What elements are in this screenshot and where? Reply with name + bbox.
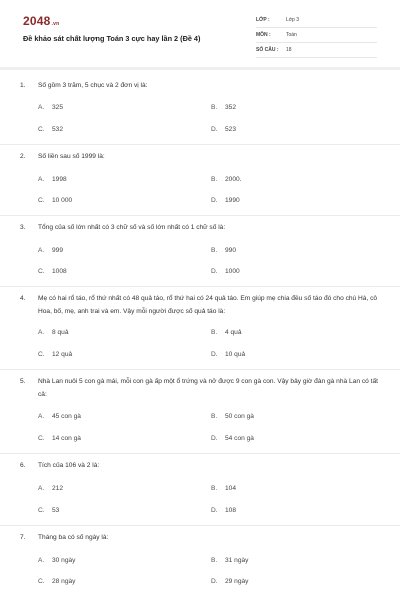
option-letter: B.	[211, 557, 218, 564]
option-d[interactable]	[211, 507, 236, 514]
option-letter: A.	[38, 329, 45, 336]
option-d[interactable]	[211, 126, 236, 133]
logo-main: 2048	[23, 14, 51, 28]
option-letter: D.	[211, 351, 218, 358]
question-5	[20, 375, 378, 401]
option-letter: C.	[38, 507, 45, 514]
option-letter: D.	[211, 197, 218, 204]
option-c[interactable]	[38, 435, 81, 442]
question-text: Số gồm 3 trăm, 5 chục và 2 đơn vị là:	[38, 82, 148, 89]
option-a[interactable]	[38, 413, 81, 420]
option-text: 990	[225, 247, 237, 254]
option-letter: D.	[211, 578, 218, 585]
option-letter: C.	[38, 578, 45, 585]
option-letter: A.	[38, 104, 45, 111]
option-text: 532	[52, 126, 64, 133]
site-logo[interactable]	[23, 14, 59, 28]
option-c[interactable]	[38, 351, 72, 358]
option-letter: C.	[38, 268, 45, 275]
question-number: 5.	[20, 378, 26, 385]
option-d[interactable]	[211, 351, 245, 358]
option-text: 29 ngày	[225, 578, 249, 585]
question-text: Mẹ có hai rổ táo, rổ thứ nhất có 48 quả táo, rổ thứ hai có 24 quả táo. Em giúp mẹ chia đều số táo đó cho chú Hà, cô Hoa, bố, mẹ, anh trai và em. Vậy mỗi người được số quả táo là:	[38, 295, 378, 315]
question-text: Tháng ba có số ngày là:	[38, 534, 109, 541]
question-divider	[0, 286, 400, 287]
worksheet-header	[0, 0, 400, 66]
option-a[interactable]	[38, 104, 63, 111]
option-text: 8 quả	[52, 329, 69, 336]
option-c[interactable]	[38, 197, 72, 204]
question-text: Nhà Lan nuôi 5 con gà mái, mỗi con gà ấp một ổ trứng và nở được 9 con gà con. Vậy bây giờ đàn gà nhà Lan có tất cả:	[38, 378, 378, 398]
question-number: 7.	[20, 534, 26, 541]
option-letter: B.	[211, 247, 218, 254]
option-letter: B.	[211, 176, 218, 183]
logo-tld: .vn	[51, 21, 60, 27]
worksheet-title: Đề khảo sát chất lượng Toán 3 cực hay lần 2 (Đề 4)	[23, 34, 201, 43]
question-divider	[0, 215, 400, 216]
option-text: 1990	[225, 197, 240, 204]
option-text: 1008	[52, 268, 67, 275]
meta-grade-value: Lớp 3	[286, 17, 300, 23]
option-letter: B.	[211, 485, 218, 492]
question-4	[20, 292, 378, 318]
option-text: 108	[225, 507, 237, 514]
question-divider	[0, 369, 400, 370]
option-d[interactable]	[211, 197, 240, 204]
option-b[interactable]	[211, 557, 248, 564]
meta-count-label: SỐ CÂU :	[256, 47, 279, 53]
option-c[interactable]	[38, 126, 63, 133]
question-text: Tích của 106 và 2 là:	[38, 462, 100, 469]
meta-count-value: 18	[286, 47, 292, 53]
option-b[interactable]	[211, 104, 236, 111]
option-text: 212	[52, 485, 64, 492]
option-a[interactable]	[38, 247, 63, 254]
header-divider	[0, 67, 400, 70]
option-a[interactable]	[38, 176, 67, 183]
option-letter: D.	[211, 507, 218, 514]
option-text: 54 con gà	[225, 435, 254, 442]
option-text: 352	[225, 104, 237, 111]
option-letter: C.	[38, 197, 45, 204]
option-d[interactable]	[211, 268, 240, 275]
option-b[interactable]	[211, 247, 236, 254]
question-divider	[0, 453, 400, 454]
option-text: 53	[52, 507, 60, 514]
question-text: Số liền sau số 1999 là:	[38, 153, 105, 160]
meta-subject-value: Toán	[286, 32, 297, 38]
option-text: 10 quả	[225, 351, 246, 358]
question-1	[20, 79, 378, 92]
option-text: 12 quả	[52, 351, 73, 358]
option-c[interactable]	[38, 268, 67, 275]
question-6	[20, 459, 378, 472]
meta-subject-label: MÔN :	[256, 32, 271, 38]
option-text: 4 quả	[225, 329, 242, 336]
option-letter: B.	[211, 104, 218, 111]
question-number: 4.	[20, 295, 26, 302]
option-a[interactable]	[38, 329, 69, 336]
option-c[interactable]	[38, 578, 75, 585]
option-letter: B.	[211, 413, 218, 420]
option-letter: A.	[38, 176, 45, 183]
option-text: 104	[225, 485, 237, 492]
question-number: 3.	[20, 224, 26, 231]
option-c[interactable]	[38, 507, 59, 514]
question-number: 2.	[20, 153, 26, 160]
meta-count	[256, 44, 377, 58]
meta-grade	[256, 14, 377, 28]
option-b[interactable]	[211, 485, 236, 492]
option-letter: A.	[38, 247, 45, 254]
option-letter: C.	[38, 126, 45, 133]
option-letter: B.	[211, 329, 218, 336]
option-text: 30 ngày	[52, 557, 76, 564]
option-text: 523	[225, 126, 237, 133]
option-letter: C.	[38, 351, 45, 358]
option-text: 1998	[52, 176, 67, 183]
option-letter: C.	[38, 435, 45, 442]
question-3	[20, 221, 378, 234]
question-2	[20, 150, 378, 163]
option-text: 2000.	[225, 176, 242, 183]
option-b[interactable]	[211, 176, 242, 183]
question-7	[20, 531, 378, 544]
option-a[interactable]	[38, 557, 75, 564]
option-a[interactable]	[38, 485, 63, 492]
option-d[interactable]	[211, 578, 248, 585]
question-divider	[0, 144, 400, 145]
question-number: 1.	[20, 82, 26, 89]
option-text: 1000	[225, 268, 240, 275]
option-text: 31 ngày	[225, 557, 249, 564]
question-divider	[0, 525, 400, 526]
option-text: 50 con gà	[225, 413, 254, 420]
option-text: 14 con gà	[52, 435, 81, 442]
question-number: 6.	[20, 462, 26, 469]
meta-grade-label: LỚP :	[256, 17, 270, 23]
option-b[interactable]	[211, 329, 242, 336]
option-d[interactable]	[211, 435, 254, 442]
option-text: 325	[52, 104, 64, 111]
option-b[interactable]	[211, 413, 254, 420]
option-letter: D.	[211, 435, 218, 442]
option-text: 28 ngày	[52, 578, 76, 585]
option-letter: D.	[211, 126, 218, 133]
option-letter: D.	[211, 268, 218, 275]
question-text: Tổng của số lớn nhất có 3 chữ số và số lớn nhất có 1 chữ số là:	[38, 224, 226, 231]
option-text: 45 con gà	[52, 413, 81, 420]
option-letter: A.	[38, 557, 45, 564]
option-text: 10 000	[52, 197, 73, 204]
meta-subject	[256, 29, 377, 43]
option-letter: A.	[38, 413, 45, 420]
option-text: 999	[52, 247, 64, 254]
option-letter: A.	[38, 485, 45, 492]
